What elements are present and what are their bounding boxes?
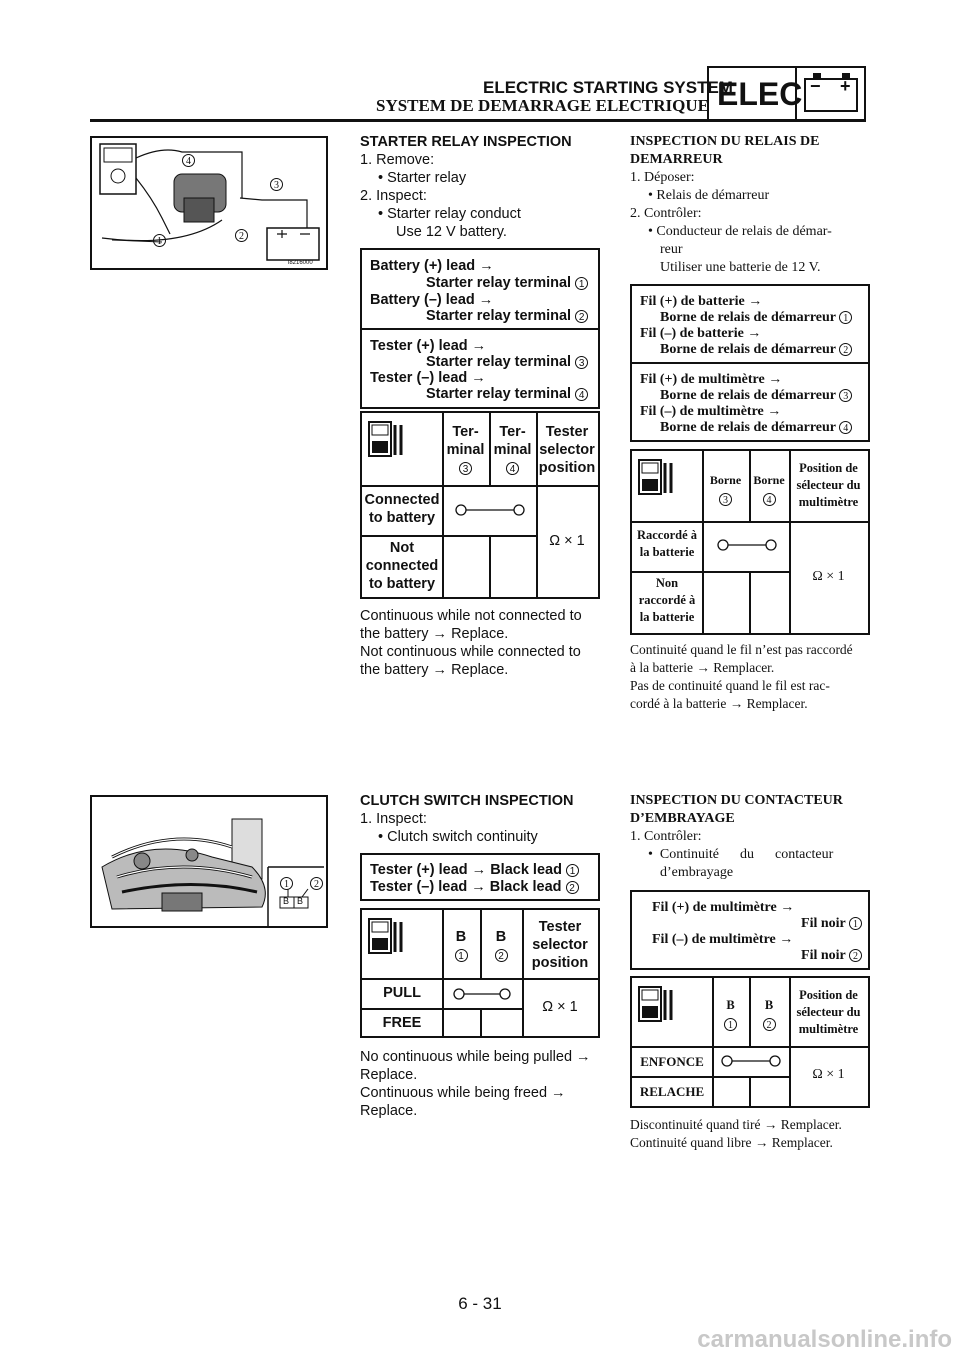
row-label: raccordé à xyxy=(638,593,696,607)
num-3: 3 xyxy=(719,493,732,506)
row-raccorde xyxy=(632,527,702,561)
continuity-symbol xyxy=(716,538,778,552)
callout-2: 2 xyxy=(310,877,323,890)
clutch-fr-title: D’EMBRAYAGE xyxy=(630,811,735,826)
hdr: position xyxy=(531,955,589,971)
range-value: Ω × 1 xyxy=(542,999,578,1015)
num-1: 1 xyxy=(566,864,579,877)
hdr: B xyxy=(726,998,735,1012)
box-line: Tester (–) lead → xyxy=(370,370,486,386)
relay-fr-step1-item: • Relais de démarreur xyxy=(648,188,770,203)
multimeter-icon xyxy=(368,421,406,461)
wire-label-b: B xyxy=(283,896,290,906)
hdr: multimètre xyxy=(798,1022,859,1036)
note-line: Continuous while not connected to xyxy=(360,608,582,624)
note-line: No continuous while being pulled → xyxy=(360,1049,591,1065)
wire-label-b: B xyxy=(297,896,304,906)
num-4: 4 xyxy=(763,493,776,506)
row-label: Not xyxy=(389,540,415,556)
clutch-fr-lead-box xyxy=(630,890,870,970)
box-line xyxy=(370,878,579,896)
box-text: Tester (–) lead → Black lead xyxy=(370,879,562,895)
box-line xyxy=(660,341,852,359)
box-text: Fil noir xyxy=(801,916,846,931)
box-line xyxy=(426,274,588,292)
row-label: Raccordé à xyxy=(636,528,698,542)
box-text: Starter relay terminal xyxy=(426,386,572,402)
clutch-en-title: CLUTCH SWITCH INSPECTION xyxy=(360,793,574,809)
relay-en-title: STARTER RELAY INSPECTION xyxy=(360,134,572,150)
box-line: Battery (–) lead → xyxy=(370,292,494,308)
box-line: Fil (–) de multimètre → xyxy=(652,932,794,947)
callout-3: 3 xyxy=(270,178,283,191)
relay-fr-step2-item: reur xyxy=(660,242,683,257)
clutch-fr-step1-item: d’embrayage xyxy=(660,865,734,880)
num-2: 2 xyxy=(575,310,588,323)
battery-minus: − xyxy=(810,76,821,96)
relay-en-step2-item: • Starter relay conduct xyxy=(378,206,521,222)
relay-en-note xyxy=(360,607,582,679)
clutch-en-lead-box xyxy=(360,853,600,901)
box-line: Fil (–) de batterie → xyxy=(640,326,762,341)
col-selector xyxy=(536,423,598,477)
row-label: Connected xyxy=(364,492,440,508)
box-text: Tester (+) lead → Black lead xyxy=(370,862,562,878)
note-line: Continuité quand le fil n’est pas raccordé xyxy=(630,642,853,657)
box-line xyxy=(801,915,862,933)
divider xyxy=(362,328,598,330)
col-b-1 xyxy=(442,928,480,964)
clutch-switch-diagram xyxy=(90,795,328,928)
box-line: Fil (–) de multimètre → xyxy=(640,404,782,419)
box-line: Fil (+) de multimètre → xyxy=(640,372,783,387)
relay-fr-step2-item: • Conducteur de relais de démar- xyxy=(648,224,832,239)
clutch-fr-step1: 1. Contrôler: xyxy=(630,829,702,844)
grid-line xyxy=(362,535,536,537)
header-title-en: ELECTRIC STARTING SYSTEM xyxy=(483,78,733,97)
note-line: Continuité quand libre → Remplacer. xyxy=(630,1135,833,1150)
num-3: 3 xyxy=(575,356,588,369)
hdr: minal xyxy=(493,442,532,458)
relay-en-step1-item: • Starter relay xyxy=(378,170,467,186)
relay-en-step2-sub: Use 12 V battery. xyxy=(396,224,507,240)
header-title-fr: SYSTEM DE DEMARRAGE ELECTRIQUE xyxy=(376,96,709,115)
box-text: Starter relay terminal xyxy=(426,275,572,291)
col-selector xyxy=(522,918,598,972)
note-line: Replace. xyxy=(360,1067,418,1083)
range-value: Ω × 1 xyxy=(549,533,585,549)
grid-line xyxy=(632,521,868,523)
num-2: 2 xyxy=(763,1018,776,1031)
hdr: Ter- xyxy=(499,424,526,440)
grid-line xyxy=(632,1046,868,1048)
box-text: Borne de relais de démarreur xyxy=(660,310,836,325)
relay-en-step2: 2. Inspect: xyxy=(360,188,427,204)
clutch-fr-step1-item: • Continuité du contacteur xyxy=(648,847,834,862)
note-line: the battery → Replace. xyxy=(360,662,509,678)
grid-line xyxy=(362,978,598,980)
relay-en-lead-box xyxy=(360,248,600,409)
box-text: Starter relay terminal xyxy=(426,308,572,324)
row-non-raccorde xyxy=(632,575,702,626)
num-4: 4 xyxy=(506,462,519,475)
clutch-en-continuity-table xyxy=(360,908,600,1038)
box-text: Borne de relais de démarreur xyxy=(660,342,836,357)
battery-plus: + xyxy=(840,76,851,96)
hdr: Borne xyxy=(709,473,742,487)
box-line xyxy=(660,419,852,437)
hdr: Borne xyxy=(753,473,785,487)
hdr: selector xyxy=(539,442,595,458)
col-b-1 xyxy=(712,996,749,1032)
row-label: la batterie xyxy=(639,610,695,624)
col-borne-4 xyxy=(749,471,789,507)
num-4: 4 xyxy=(575,388,588,401)
relay-fr-text xyxy=(630,133,832,277)
box-line: Battery (+) lead → xyxy=(370,258,494,274)
box-line: Fil (+) de multimètre → xyxy=(652,900,795,915)
grid-line xyxy=(489,535,491,597)
note-line: Continuous while being freed → xyxy=(360,1085,566,1101)
row-enfonce: ENFONCE xyxy=(640,1054,704,1069)
relay-en-step1: 1. Remove: xyxy=(360,152,435,168)
watermark: carmanualsonline.info xyxy=(697,1326,952,1353)
num-1: 1 xyxy=(839,311,852,324)
note-line: Pas de continuité quand le fil est rac- xyxy=(630,678,830,693)
hdr: Tester xyxy=(538,919,582,935)
num-3: 3 xyxy=(459,462,472,475)
relay-fr-title: DEMARREUR xyxy=(630,152,723,167)
hdr: selector xyxy=(532,937,588,953)
grid-line xyxy=(362,485,598,487)
num-2: 2 xyxy=(566,881,579,894)
starter-relay-diagram xyxy=(90,136,328,270)
grid-line xyxy=(632,571,789,573)
hdr: B xyxy=(495,929,507,945)
col-terminal-3 xyxy=(442,423,489,477)
note-line: the battery → Replace. xyxy=(360,626,509,642)
note-line: cordé à la batterie → Remplacer. xyxy=(630,696,808,711)
continuity-symbol xyxy=(720,1054,782,1068)
continuity-symbol xyxy=(452,987,512,1001)
clutch-en-step1: 1. Inspect: xyxy=(360,811,427,827)
hdr: position xyxy=(538,460,596,476)
row-relache: RELACHE xyxy=(639,1084,705,1099)
section-code: ELEC xyxy=(717,76,803,112)
num-1: 1 xyxy=(455,949,468,962)
num-2: 2 xyxy=(839,343,852,356)
note-line: à la batterie → Remplacer. xyxy=(630,660,775,675)
row-label: Non xyxy=(655,576,679,590)
hdr: Position de xyxy=(799,988,858,1002)
box-text: Borne de relais de démarreur xyxy=(660,388,836,403)
clutch-fr-text xyxy=(630,792,843,882)
grid-line xyxy=(632,1076,789,1078)
battery-icon xyxy=(795,66,866,121)
box-line xyxy=(426,385,588,403)
box-text: Starter relay terminal xyxy=(426,354,572,370)
image-code: i8216000 xyxy=(288,260,313,266)
box-line xyxy=(426,307,588,325)
col-borne-3 xyxy=(702,471,749,507)
hdr: B xyxy=(455,929,467,945)
relay-fr-lead-box xyxy=(630,284,870,442)
num-3: 3 xyxy=(839,389,852,402)
box-line: Tester (+) lead → xyxy=(370,338,487,354)
page-number: 6 - 31 xyxy=(458,1294,502,1313)
row-label: la batterie xyxy=(639,545,695,559)
clutch-fr-continuity-table xyxy=(630,976,870,1108)
box-line xyxy=(801,947,862,965)
hdr: sélecteur du xyxy=(796,1005,861,1019)
clutch-fr-title: INSPECTION DU CONTACTEUR xyxy=(630,793,843,808)
note-line: Discontinuité quand tiré → Remplacer. xyxy=(630,1117,842,1132)
section-tab xyxy=(707,66,803,121)
num-1: 1 xyxy=(575,277,588,290)
range-value: Ω × 1 xyxy=(812,569,845,584)
row-label: connected xyxy=(365,558,439,574)
col-b-2 xyxy=(749,996,789,1032)
relay-en-continuity-table xyxy=(360,411,600,599)
row-connected xyxy=(362,491,442,527)
clutch-en-text xyxy=(360,792,573,846)
num-1: 1 xyxy=(849,917,862,930)
col-b-2 xyxy=(480,928,522,964)
relay-fr-step1: 1. Déposer: xyxy=(630,170,695,185)
row-free: FREE xyxy=(382,1015,422,1031)
callout-1: 1 xyxy=(280,877,293,890)
hdr: Ter- xyxy=(452,424,479,440)
clutch-en-step1-item: • Clutch switch continuity xyxy=(378,829,538,845)
num-2: 2 xyxy=(849,949,862,962)
grid-line xyxy=(749,571,751,633)
col-position xyxy=(789,460,868,511)
grid-line xyxy=(362,1008,522,1010)
multimeter-icon xyxy=(638,986,676,1026)
relay-fr-step2: 2. Contrôler: xyxy=(630,206,702,221)
note-line: Not continuous while connected to xyxy=(360,644,581,660)
range-value: Ω × 1 xyxy=(812,1067,845,1082)
hdr: Tester xyxy=(545,424,589,440)
hdr: B xyxy=(764,998,774,1012)
hdr: Position de xyxy=(799,461,858,475)
relay-fr-step2-sub: Utiliser une batterie de 12 V. xyxy=(660,260,821,275)
relay-fr-note xyxy=(630,641,853,713)
hdr: multimètre xyxy=(798,495,859,509)
relay-fr-title: INSPECTION DU RELAIS DE xyxy=(630,134,820,149)
multimeter-icon xyxy=(638,459,676,499)
divider xyxy=(632,362,868,364)
col-position xyxy=(789,987,868,1038)
continuity-symbol xyxy=(454,503,526,517)
box-text: Fil noir xyxy=(801,948,846,963)
hdr: sélecteur du xyxy=(796,478,861,492)
multimeter-icon xyxy=(368,918,406,958)
callout-4: 4 xyxy=(182,154,195,167)
box-line xyxy=(370,861,579,879)
num-1: 1 xyxy=(724,1018,737,1031)
hdr: minal xyxy=(446,442,485,458)
clutch-fr-note xyxy=(630,1116,842,1152)
grid-line xyxy=(480,1008,482,1036)
col-terminal-4 xyxy=(489,423,536,477)
num-4: 4 xyxy=(839,421,852,434)
row-pull: PULL xyxy=(383,985,421,1001)
box-text: Borne de relais de démarreur xyxy=(660,420,836,435)
relay-fr-continuity-table xyxy=(630,449,870,635)
num-2: 2 xyxy=(495,949,508,962)
row-not-connected xyxy=(362,539,442,593)
grid-line xyxy=(749,1076,751,1106)
row-label: to battery xyxy=(368,576,436,592)
clutch-en-note xyxy=(360,1048,591,1120)
callout-2: 2 xyxy=(235,229,248,242)
note-line: Replace. xyxy=(360,1103,418,1119)
row-label: to battery xyxy=(368,510,436,526)
box-line: Fil (+) de batterie → xyxy=(640,294,763,309)
callout-1: 1 xyxy=(153,234,166,247)
relay-en-text xyxy=(360,133,572,241)
